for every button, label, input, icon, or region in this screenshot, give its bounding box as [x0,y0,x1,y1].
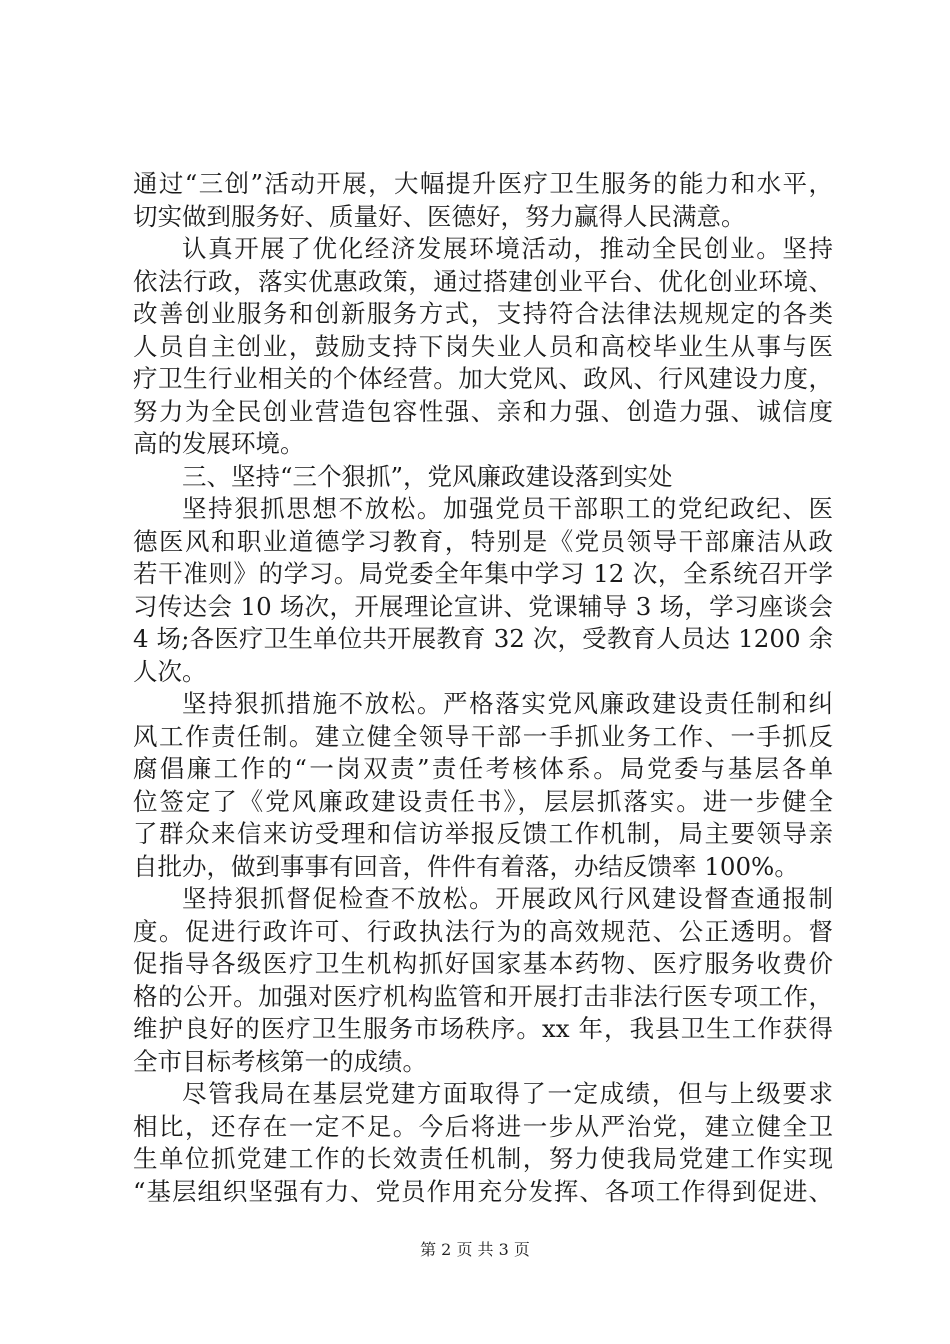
text-line: 格的公开。加强对医疗机构监管和开展打击非法行医专项工作， [133,981,833,1011]
text-line: 自批办，做到事事有回音，件件有着落，办结反馈率 100%。 [133,851,799,881]
paragraph-start-line: 认真开展了优化经济发展环境活动，推动全民创业。坚持 [182,234,833,263]
paragraph-start-line: 坚持狠抓措施不放松。严格落实党风廉政建设责任制和纠 [182,689,833,718]
text-line: 生单位抓党建工作的长效责任机制，努力使我局党建工作实现 [133,1144,833,1173]
text-line: 德医风和职业道德学习教育，特别是《党员领导干部廉洁从政 [133,526,833,556]
paragraph-start-line: 坚持狠抓督促检查不放松。开展政风行风建设督查通报制 [182,884,833,913]
text-line: 依法行政，落实优惠政策，通过搭建创业平台、优化创业环境、 [133,266,833,296]
text-line: 位签定了《党风廉政建设责任书》，层层抓落实。进一步健全 [133,786,833,816]
text-line: 切实做到服务好、质量好、医德好，努力赢得人民满意。 [133,201,746,231]
text-line: 促指导各级医疗卫生机构抓好国家基本药物、医疗服务收费价 [133,949,833,978]
text-line: 通过“三创”活动开展，大幅提升医疗卫生服务的能力和水平， [133,169,833,198]
text-line: 了群众来信来访受理和信访举报反馈工作机制，局主要领导亲 [133,819,833,848]
text-line: 全市目标考核第一的成绩。 [133,1046,427,1076]
text-line: 疗卫生行业相关的个体经营。加大党风、政风、行风建设力度， [133,364,833,393]
paragraph-start-line: 坚持狠抓思想不放松。加强党员干部职工的党纪政纪、医 [182,494,833,523]
text-line: 风工作责任制。建立健全领导干部一手抓业务工作、一手抓反 [133,721,833,751]
text-line: 高的发展环境。 [133,429,305,458]
text-line: 努力为全民创业营造包容性强、亲和力强、创造力强、诚信度 [133,396,833,426]
text-line: 4 场;各医疗卫生单位共开展教育 32 次，受教育人员达 1200 余 [133,624,833,653]
text-line: 维护良好的医疗卫生服务市场秩序。xx 年，我县卫生工作获得 [133,1014,833,1043]
paragraph-start-line: 尽管我局在基层党建方面取得了一定成绩，但与上级要求 [182,1079,833,1108]
page-footer: 第 2 页 共 3 页 [420,1240,530,1259]
text-line: 习传达会 10 场次，开展理论宣讲、党课辅导 3 场，学习座谈会 [133,591,833,621]
document-body [133,168,833,1208]
text-line: 改善创业服务和创新服务方式，支持符合法律法规规定的各类 [133,299,833,328]
text-line: “基层组织坚强有力、党员作用充分发挥、各项工作得到促进、 [133,1176,833,1206]
text-line: 人员自主创业，鼓励支持下岗失业人员和高校毕业生从事与医 [133,331,833,361]
text-line: 若干准则》的学习。局党委全年集中学习 12 次，全系统召开学 [133,559,833,588]
text-line: 相比，还存在一定不足。今后将进一步从严治党，建立健全卫 [133,1111,833,1141]
section-heading: 三、坚持“三个狠抓”，党风廉政建设落到实处 [182,461,673,491]
text-line: 人次。 [133,656,207,686]
text-line: 度。促进行政许可、行政执法行为的高效规范、公正透明。督 [133,916,833,946]
text-line: 腐倡廉工作的“一岗双责”责任考核体系。局党委与基层各单 [133,754,833,783]
